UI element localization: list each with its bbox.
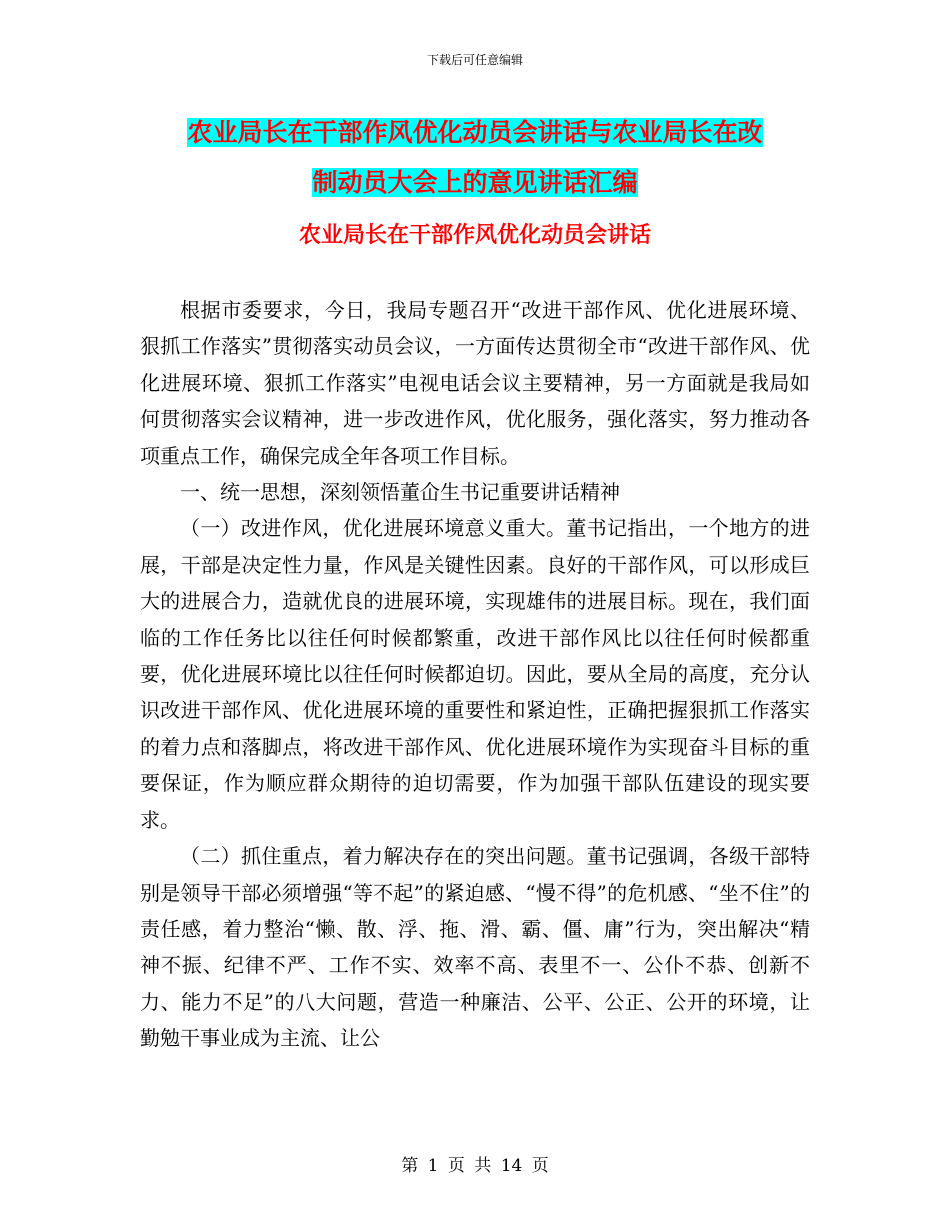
paragraph-point-one: （一）改进作风，优化进展环境意义重大。董书记指出，一个地方的进展，干部是决定性力量，作风是关键性因素。良好的干部作风，可以形成巨大的进展合力，造就优良的进展环境，实现雄伟的进展目标。现在，我们面临的工作任务比以往任何时候都繁重，改进干部作风比以往任何时候都重要，优化进展环境比以往任何时候都迫切。因此，要从全局的高度，充分认识改进干部作风、优化进展环境的重要性和紧迫性，正确把握狠抓工作落实的着力点和落脚点，将改进干部作风、优化进展环境作为实现奋斗目标的重要保证，作为顺应群众期待的迫切需要，作为加强干部队伍建设的现实要求。 bbox=[140, 516, 810, 832]
page-header: 下载后可任意编辑 bbox=[426, 53, 523, 67]
document-title-line-1: 农业局长在干部作风优化动员会讲话与农业局长在改 bbox=[187, 118, 763, 147]
section-title: 农业局长在干部作风优化动员会讲话 bbox=[298, 223, 651, 248]
heading-part-one: 一、统一思想，深刻领悟董仚生书记重要讲话精神 bbox=[180, 480, 620, 505]
page-number: 第 1 页 共 14 页 bbox=[401, 1156, 549, 1176]
document-title bbox=[140, 108, 810, 208]
document-body bbox=[140, 292, 810, 1057]
paragraph-intro: 根据市委要求，今日，我局专题召开“改进干部作风、优化进展环境、狠抓工作落实”贯彻落实动员会议，一方面传达贯彻全市“改进干部作风、优化进展环境、狠抓工作落实”电视电话会议主要精神，另一方面就是我局如何贯彻落实会议精神，进一步改进作风，优化服务，强化落实，努力推动各项重点工作，确保完成全年各项工作目标。 bbox=[140, 298, 810, 468]
paragraph-point-two: （二）抓住重点，着力解决存在的突出问题。董书记强调，各级干部特别是领导干部必须增强“等不起”的紧迫感、“慢不得”的危机感、“坐不住”的责任感，着力整治“懒、散、浮、拖、滑、霸、僵、庸”行为，突出解决“精神不振、纪律不严、工作不实、效率不高、表里不一、公仆不恭、创新不力、能力不足”的八大问题，营造一种廉洁、公平、公正、公开的环境，让勤勉干事业成为主流、让公 bbox=[140, 844, 810, 1051]
document-title-line-2: 制动员大会上的意见讲话汇编 bbox=[312, 168, 638, 197]
